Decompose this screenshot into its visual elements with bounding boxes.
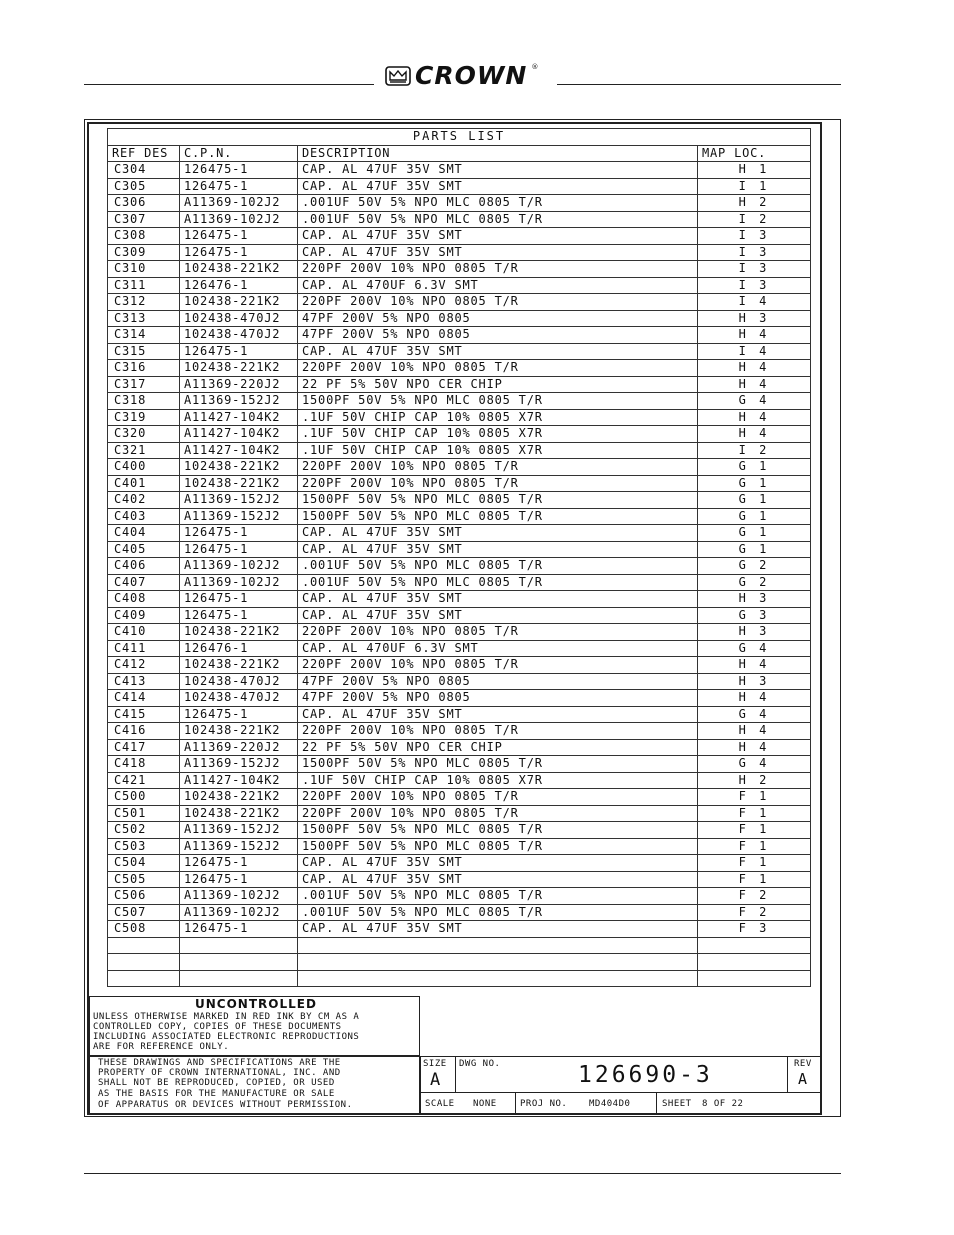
ref-des-cell: C418	[108, 756, 180, 773]
ref-des-cell: C315	[108, 343, 180, 360]
map-loc-cell: F 1	[698, 789, 811, 806]
cpn-cell: 126475-1	[180, 921, 298, 938]
ref-des-cell	[108, 970, 180, 987]
cpn-cell: 102438-470J2	[180, 690, 298, 707]
map-loc-cell: H 4	[698, 657, 811, 674]
table-row	[108, 937, 811, 954]
table-row	[108, 211, 811, 228]
table-row	[108, 921, 811, 938]
ref-des-cell: C319	[108, 409, 180, 426]
ref-des-cell: C317	[108, 376, 180, 393]
map-loc-cell: H 3	[698, 310, 811, 327]
map-loc-cell: H 3	[698, 673, 811, 690]
cpn-cell: A11369-152J2	[180, 492, 298, 509]
description-cell: 1500PF 50V 5% NPO MLC 0805 T/R	[298, 838, 698, 855]
ref-des-cell: C406	[108, 558, 180, 575]
description-cell: .1UF 50V CHIP CAP 10% 0805 X7R	[298, 409, 698, 426]
ref-des-cell: C502	[108, 822, 180, 839]
table-row	[108, 657, 811, 674]
description-cell: 22 PF 5% 50V NPO CER CHIP	[298, 376, 698, 393]
table-row	[108, 541, 811, 558]
ref-des-cell: C403	[108, 508, 180, 525]
ref-des-cell: C400	[108, 459, 180, 476]
description-cell: 220PF 200V 10% NPO 0805 T/R	[298, 805, 698, 822]
table-row	[108, 525, 811, 542]
footer-rule	[84, 1173, 841, 1174]
map-loc-cell: F 2	[698, 904, 811, 921]
map-loc-cell: H 4	[698, 739, 811, 756]
ref-des-cell: C415	[108, 706, 180, 723]
uncontrolled-line: INCLUDING ASSOCIATED ELECTRONIC REPRODUCTIONS	[93, 1032, 360, 1042]
cpn-cell: 126475-1	[180, 162, 298, 179]
map-loc-cell: H 4	[698, 426, 811, 443]
map-loc-cell: F 1	[698, 871, 811, 888]
description-cell: .001UF 50V 5% NPO MLC 0805 T/R	[298, 888, 698, 905]
property-line: PROPERTY OF CROWN INTERNATIONAL, INC. AND	[98, 1068, 341, 1078]
table-row	[108, 409, 811, 426]
cpn-cell: 126476-1	[180, 640, 298, 657]
ref-des-cell: C320	[108, 426, 180, 443]
cpn-cell: 126475-1	[180, 855, 298, 872]
table-row	[108, 706, 811, 723]
description-cell: 220PF 200V 10% NPO 0805 T/R	[298, 261, 698, 278]
cpn-cell	[180, 970, 298, 987]
ref-des-cell: C313	[108, 310, 180, 327]
ref-des-cell: C308	[108, 228, 180, 245]
description-cell: CAP. AL 47UF 35V SMT	[298, 871, 698, 888]
crown-icon	[385, 66, 411, 86]
ref-des-cell: C501	[108, 805, 180, 822]
table-row	[108, 178, 811, 195]
table-row	[108, 904, 811, 921]
ref-des-cell: C311	[108, 277, 180, 294]
table-row	[108, 393, 811, 410]
map-loc-cell: F 1	[698, 822, 811, 839]
table-row	[108, 871, 811, 888]
cpn-cell: A11369-102J2	[180, 574, 298, 591]
ref-des-cell: C314	[108, 327, 180, 344]
map-loc-cell: F 3	[698, 921, 811, 938]
cpn-cell: A11427-104K2	[180, 426, 298, 443]
table-row	[108, 690, 811, 707]
table-row	[108, 459, 811, 476]
dwg-number-value: 126690-3	[578, 1062, 713, 1088]
cpn-cell: A11369-102J2	[180, 558, 298, 575]
table-row	[108, 789, 811, 806]
cpn-cell: A11369-152J2	[180, 393, 298, 410]
ref-des-cell: C409	[108, 607, 180, 624]
description-cell: .001UF 50V 5% NPO MLC 0805 T/R	[298, 574, 698, 591]
description-cell: CAP. AL 47UF 35V SMT	[298, 855, 698, 872]
map-loc-cell: F 1	[698, 805, 811, 822]
uncontrolled-line: ARE FOR REFERENCE ONLY.	[93, 1042, 230, 1052]
table-row	[108, 822, 811, 839]
table-row	[108, 426, 811, 443]
sheet-label: SHEET	[662, 1099, 692, 1109]
description-cell: CAP. AL 470UF 6.3V SMT	[298, 640, 698, 657]
rev-value: A	[798, 1070, 808, 1088]
scale-value: NONE	[473, 1099, 497, 1109]
ref-des-cell: C401	[108, 475, 180, 492]
ref-des-cell: C309	[108, 244, 180, 261]
map-loc-cell: H 4	[698, 409, 811, 426]
cpn-cell: A11427-104K2	[180, 442, 298, 459]
size-label: SIZE	[423, 1059, 447, 1069]
brand-name: CROWN	[415, 61, 528, 90]
map-loc-cell: G 4	[698, 640, 811, 657]
table-row	[108, 360, 811, 377]
description-cell: 220PF 200V 10% NPO 0805 T/R	[298, 789, 698, 806]
map-loc-cell: G 1	[698, 508, 811, 525]
proj-value: MD404D0	[589, 1099, 631, 1109]
map-loc-cell: I 3	[698, 277, 811, 294]
table-row	[108, 838, 811, 855]
map-loc-cell: H 4	[698, 690, 811, 707]
table-row	[108, 805, 811, 822]
table-row	[108, 244, 811, 261]
table-row	[108, 442, 811, 459]
table-row	[108, 475, 811, 492]
description-cell: 220PF 200V 10% NPO 0805 T/R	[298, 360, 698, 377]
description-cell: CAP. AL 47UF 35V SMT	[298, 228, 698, 245]
cpn-cell: 102438-470J2	[180, 673, 298, 690]
map-loc-cell: I 3	[698, 244, 811, 261]
cpn-cell: A11369-220J2	[180, 376, 298, 393]
cpn-cell: 102438-221K2	[180, 475, 298, 492]
cpn-cell: 126475-1	[180, 343, 298, 360]
ref-des-cell: C412	[108, 657, 180, 674]
ref-des-cell: C421	[108, 772, 180, 789]
description-cell: .1UF 50V CHIP CAP 10% 0805 X7R	[298, 442, 698, 459]
ref-des-cell: C310	[108, 261, 180, 278]
table-row	[108, 574, 811, 591]
table-row	[108, 954, 811, 971]
table-row	[108, 195, 811, 212]
cpn-cell: 102438-221K2	[180, 459, 298, 476]
map-loc-cell: G 4	[698, 393, 811, 410]
description-cell: CAP. AL 47UF 35V SMT	[298, 525, 698, 542]
map-loc-cell: I 4	[698, 343, 811, 360]
description-cell: .1UF 50V CHIP CAP 10% 0805 X7R	[298, 772, 698, 789]
cpn-cell: A11369-152J2	[180, 756, 298, 773]
table-row	[108, 591, 811, 608]
map-loc-cell: G 4	[698, 706, 811, 723]
description-cell: 220PF 200V 10% NPO 0805 T/R	[298, 459, 698, 476]
ref-des-cell: C503	[108, 838, 180, 855]
size-value: A	[430, 1070, 441, 1090]
description-cell: 220PF 200V 10% NPO 0805 T/R	[298, 294, 698, 311]
uncontrolled-line: CONTROLLED COPY, COPIES OF THESE DOCUMENTS	[93, 1022, 342, 1032]
description-cell: CAP. AL 47UF 35V SMT	[298, 706, 698, 723]
dwg-number-label: DWG NO.	[459, 1059, 501, 1069]
rev-label: REV	[794, 1059, 812, 1069]
description-cell: 1500PF 50V 5% NPO MLC 0805 T/R	[298, 756, 698, 773]
property-line: OF APPARATUS OR DEVICES WITHOUT PERMISSION.	[98, 1100, 353, 1110]
ref-des-cell: C413	[108, 673, 180, 690]
cpn-cell: 126475-1	[180, 706, 298, 723]
map-loc-cell	[698, 937, 811, 954]
ref-des-cell: C411	[108, 640, 180, 657]
ref-des-cell: C304	[108, 162, 180, 179]
description-cell	[298, 937, 698, 954]
table-row	[108, 673, 811, 690]
ref-des-cell: C505	[108, 871, 180, 888]
cpn-cell: 102438-470J2	[180, 310, 298, 327]
cpn-cell	[180, 954, 298, 971]
map-loc-cell: G 4	[698, 756, 811, 773]
map-loc-cell: H 4	[698, 360, 811, 377]
description-cell: CAP. AL 47UF 35V SMT	[298, 607, 698, 624]
description-cell: 220PF 200V 10% NPO 0805 T/R	[298, 723, 698, 740]
table-row	[108, 310, 811, 327]
cpn-cell: A11427-104K2	[180, 409, 298, 426]
map-loc-cell: I 4	[698, 294, 811, 311]
ref-des-cell: C318	[108, 393, 180, 410]
description-cell: 22 PF 5% 50V NPO CER CHIP	[298, 739, 698, 756]
column-header-map-loc: MAP LOC.	[698, 145, 811, 162]
description-cell: CAP. AL 47UF 35V SMT	[298, 162, 698, 179]
cpn-cell: 126475-1	[180, 541, 298, 558]
table-row	[108, 343, 811, 360]
cpn-cell: A11427-104K2	[180, 772, 298, 789]
cpn-cell: 126475-1	[180, 591, 298, 608]
ref-des-cell	[108, 954, 180, 971]
uncontrolled-line: UNLESS OTHERWISE MARKED IN RED INK BY CM AS A	[93, 1012, 360, 1022]
table-row	[108, 855, 811, 872]
map-loc-cell: G 1	[698, 459, 811, 476]
map-loc-cell: I 2	[698, 211, 811, 228]
map-loc-cell: H 2	[698, 195, 811, 212]
description-cell: 220PF 200V 10% NPO 0805 T/R	[298, 475, 698, 492]
cpn-cell: 126475-1	[180, 607, 298, 624]
ref-des-cell: C414	[108, 690, 180, 707]
cpn-cell: 126476-1	[180, 277, 298, 294]
parts-list-title: PARTS LIST	[108, 129, 811, 146]
table-row	[108, 261, 811, 278]
map-loc-cell: H 4	[698, 376, 811, 393]
ref-des-cell: C307	[108, 211, 180, 228]
table-row	[108, 772, 811, 789]
property-line: SHALL NOT BE REPRODUCED, COPIED, OR USED	[98, 1078, 335, 1088]
map-loc-cell: G 2	[698, 574, 811, 591]
cpn-cell: A11369-102J2	[180, 211, 298, 228]
parts-list-table	[107, 128, 811, 987]
table-row	[108, 640, 811, 657]
ref-des-cell	[108, 937, 180, 954]
ref-des-cell: C407	[108, 574, 180, 591]
map-loc-cell: H 1	[698, 162, 811, 179]
cpn-cell: 102438-221K2	[180, 723, 298, 740]
description-cell: CAP. AL 47UF 35V SMT	[298, 591, 698, 608]
cpn-cell: A11369-102J2	[180, 904, 298, 921]
cpn-cell: 126475-1	[180, 228, 298, 245]
map-loc-cell: H 3	[698, 624, 811, 641]
map-loc-cell: I 3	[698, 228, 811, 245]
ref-des-cell: C402	[108, 492, 180, 509]
cpn-cell: A11369-102J2	[180, 888, 298, 905]
description-cell: .001UF 50V 5% NPO MLC 0805 T/R	[298, 558, 698, 575]
map-loc-cell: H 2	[698, 772, 811, 789]
table-row	[108, 376, 811, 393]
ref-des-cell: C508	[108, 921, 180, 938]
description-cell: 1500PF 50V 5% NPO MLC 0805 T/R	[298, 393, 698, 410]
ref-des-cell: C500	[108, 789, 180, 806]
map-loc-cell	[698, 970, 811, 987]
description-cell: CAP. AL 47UF 35V SMT	[298, 178, 698, 195]
ref-des-cell: C404	[108, 525, 180, 542]
description-cell: CAP. AL 47UF 35V SMT	[298, 343, 698, 360]
description-cell	[298, 954, 698, 971]
ref-des-cell: C306	[108, 195, 180, 212]
ref-des-cell: C507	[108, 904, 180, 921]
description-cell: 220PF 200V 10% NPO 0805 T/R	[298, 657, 698, 674]
cpn-cell: A11369-220J2	[180, 739, 298, 756]
map-loc-cell: G 3	[698, 607, 811, 624]
cpn-cell: A11369-152J2	[180, 822, 298, 839]
cpn-cell: 102438-221K2	[180, 261, 298, 278]
map-loc-cell: G 1	[698, 475, 811, 492]
table-row	[108, 294, 811, 311]
ref-des-cell: C504	[108, 855, 180, 872]
ref-des-cell: C316	[108, 360, 180, 377]
ref-des-cell: C321	[108, 442, 180, 459]
map-loc-cell: H 3	[698, 591, 811, 608]
description-cell: .001UF 50V 5% NPO MLC 0805 T/R	[298, 211, 698, 228]
scale-label: SCALE	[425, 1099, 455, 1109]
map-loc-cell: H 4	[698, 723, 811, 740]
description-cell: 220PF 200V 10% NPO 0805 T/R	[298, 624, 698, 641]
description-cell: 47PF 200V 5% NPO 0805	[298, 310, 698, 327]
cpn-cell: 102438-221K2	[180, 805, 298, 822]
table-row	[108, 756, 811, 773]
sheet-value: 8 OF 22	[702, 1099, 744, 1109]
map-loc-cell	[698, 954, 811, 971]
cpn-cell: 102438-470J2	[180, 327, 298, 344]
table-row	[108, 607, 811, 624]
ref-des-cell: C405	[108, 541, 180, 558]
map-loc-cell: G 1	[698, 541, 811, 558]
table-row	[108, 558, 811, 575]
property-line: THESE DRAWINGS AND SPECIFICATIONS ARE THE	[98, 1058, 341, 1068]
table-row	[108, 723, 811, 740]
table-row	[108, 277, 811, 294]
column-header-cpn: C.P.N.	[180, 145, 298, 162]
cpn-cell	[180, 937, 298, 954]
header-rule-right	[557, 84, 841, 85]
map-loc-cell: G 1	[698, 492, 811, 509]
ref-des-cell: C305	[108, 178, 180, 195]
ref-des-cell: C506	[108, 888, 180, 905]
table-row	[108, 228, 811, 245]
ref-des-cell: C408	[108, 591, 180, 608]
map-loc-cell: I 1	[698, 178, 811, 195]
cpn-cell: A11369-152J2	[180, 838, 298, 855]
map-loc-cell: G 1	[698, 525, 811, 542]
map-loc-cell: I 2	[698, 442, 811, 459]
column-header-ref-des: REF DES	[108, 145, 180, 162]
description-cell: 1500PF 50V 5% NPO MLC 0805 T/R	[298, 822, 698, 839]
table-row	[108, 739, 811, 756]
cpn-cell: 126475-1	[180, 525, 298, 542]
description-cell: .001UF 50V 5% NPO MLC 0805 T/R	[298, 195, 698, 212]
description-cell: 47PF 200V 5% NPO 0805	[298, 327, 698, 344]
proj-label: PROJ NO.	[520, 1099, 568, 1109]
cpn-cell: 126475-1	[180, 178, 298, 195]
description-cell: 47PF 200V 5% NPO 0805	[298, 690, 698, 707]
table-row	[108, 162, 811, 179]
description-cell: CAP. AL 47UF 35V SMT	[298, 921, 698, 938]
ref-des-cell: C417	[108, 739, 180, 756]
crown-logo	[385, 61, 539, 90]
description-cell: .1UF 50V CHIP CAP 10% 0805 X7R	[298, 426, 698, 443]
table-row	[108, 327, 811, 344]
cpn-cell: A11369-152J2	[180, 508, 298, 525]
ref-des-cell: C410	[108, 624, 180, 641]
map-loc-cell: F 2	[698, 888, 811, 905]
cpn-cell: 102438-221K2	[180, 657, 298, 674]
description-cell	[298, 970, 698, 987]
cpn-cell: A11369-102J2	[180, 195, 298, 212]
table-row	[108, 970, 811, 987]
map-loc-cell: F 1	[698, 855, 811, 872]
table-row	[108, 492, 811, 509]
table-row	[108, 888, 811, 905]
ref-des-cell: C416	[108, 723, 180, 740]
column-header-description: DESCRIPTION	[298, 145, 698, 162]
description-cell: CAP. AL 470UF 6.3V SMT	[298, 277, 698, 294]
header-rule-left	[84, 84, 374, 85]
cpn-cell: 126475-1	[180, 244, 298, 261]
description-cell: .001UF 50V 5% NPO MLC 0805 T/R	[298, 904, 698, 921]
table-row	[108, 624, 811, 641]
uncontrolled-title: UNCONTROLLED	[195, 997, 317, 1011]
cpn-cell: 102438-221K2	[180, 360, 298, 377]
parts-list-body	[108, 162, 811, 987]
map-loc-cell: H 4	[698, 327, 811, 344]
table-row	[108, 508, 811, 525]
cpn-cell: 102438-221K2	[180, 789, 298, 806]
property-line: AS THE BASIS FOR THE MANUFACTURE OR SALE	[98, 1089, 335, 1099]
description-cell: 1500PF 50V 5% NPO MLC 0805 T/R	[298, 492, 698, 509]
cpn-cell: 126475-1	[180, 871, 298, 888]
description-cell: 1500PF 50V 5% NPO MLC 0805 T/R	[298, 508, 698, 525]
registered-mark: ®	[531, 63, 539, 71]
description-cell: 47PF 200V 5% NPO 0805	[298, 673, 698, 690]
cpn-cell: 102438-221K2	[180, 294, 298, 311]
map-loc-cell: G 2	[698, 558, 811, 575]
ref-des-cell: C312	[108, 294, 180, 311]
map-loc-cell: I 3	[698, 261, 811, 278]
description-cell: CAP. AL 47UF 35V SMT	[298, 244, 698, 261]
description-cell: CAP. AL 47UF 35V SMT	[298, 541, 698, 558]
cpn-cell: 102438-221K2	[180, 624, 298, 641]
map-loc-cell: F 1	[698, 838, 811, 855]
